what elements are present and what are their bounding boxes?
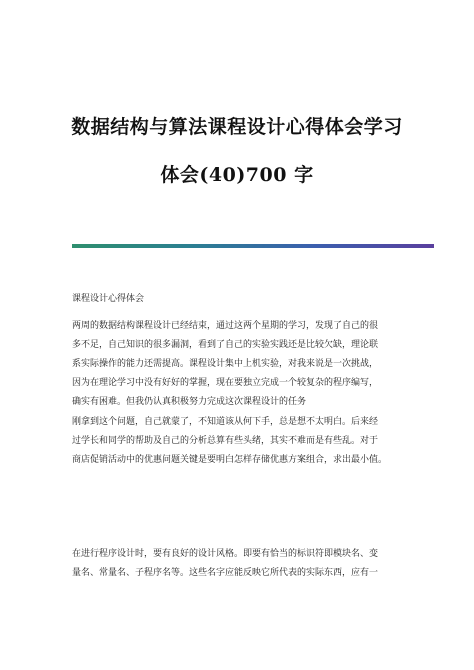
paragraph-line: 刚拿到这个问题，自己就蒙了，不知道该从何下手，总是想不太明白。后来经 — [72, 417, 379, 427]
paragraph-line: 系实际操作的能力还需提高。课程设计集中上机实验，对我来说是一次挑战， — [72, 359, 379, 369]
title-divider — [72, 244, 434, 248]
paragraph-line: 过学长和同学的帮助及自己的分析总算有些头绪，其实不难而是有些乱。对于 — [72, 436, 379, 446]
paragraph-1 — [72, 317, 406, 412]
paragraph-line: 量名、常量名、子程序名等。这些名字应能反映它所代表的实际东西，应有一 — [72, 568, 379, 578]
document-title-line-2: 体会(40)700 字 — [160, 164, 314, 186]
paragraph-line: 两周的数据结构课程设计已经结束，通过这两个星期的学习，发现了自己的很 — [72, 321, 379, 331]
paragraph-line: 因为在理论学习中没有好好的掌握，现在要独立完成一个较复杂的程序编写， — [72, 378, 379, 388]
document-title-line-1: 数据结构与算法课程设计心得体会学习 — [71, 116, 403, 138]
section-heading — [72, 290, 406, 309]
paragraph-3 — [72, 545, 406, 583]
paragraph-line: 确实有困难。但我仍认真积极努力完成这次课程设计的任务 — [72, 397, 307, 407]
paragraph-2 — [72, 413, 406, 470]
paragraph-line: 商店促销活动中的优惠问题关键是要明白怎样存储优惠方案组合，求出最小值。 — [72, 455, 388, 465]
paragraph-line: 多不足，自己知识的很多漏洞，看到了自己的实验实践还是比较欠缺，理论联 — [72, 340, 379, 350]
section-heading-text: 课程设计心得体会 — [72, 294, 145, 304]
paragraph-line: 在进行程序设计时，要有良好的设计风格。即要有恰当的标识符即模块名、变 — [72, 549, 379, 559]
